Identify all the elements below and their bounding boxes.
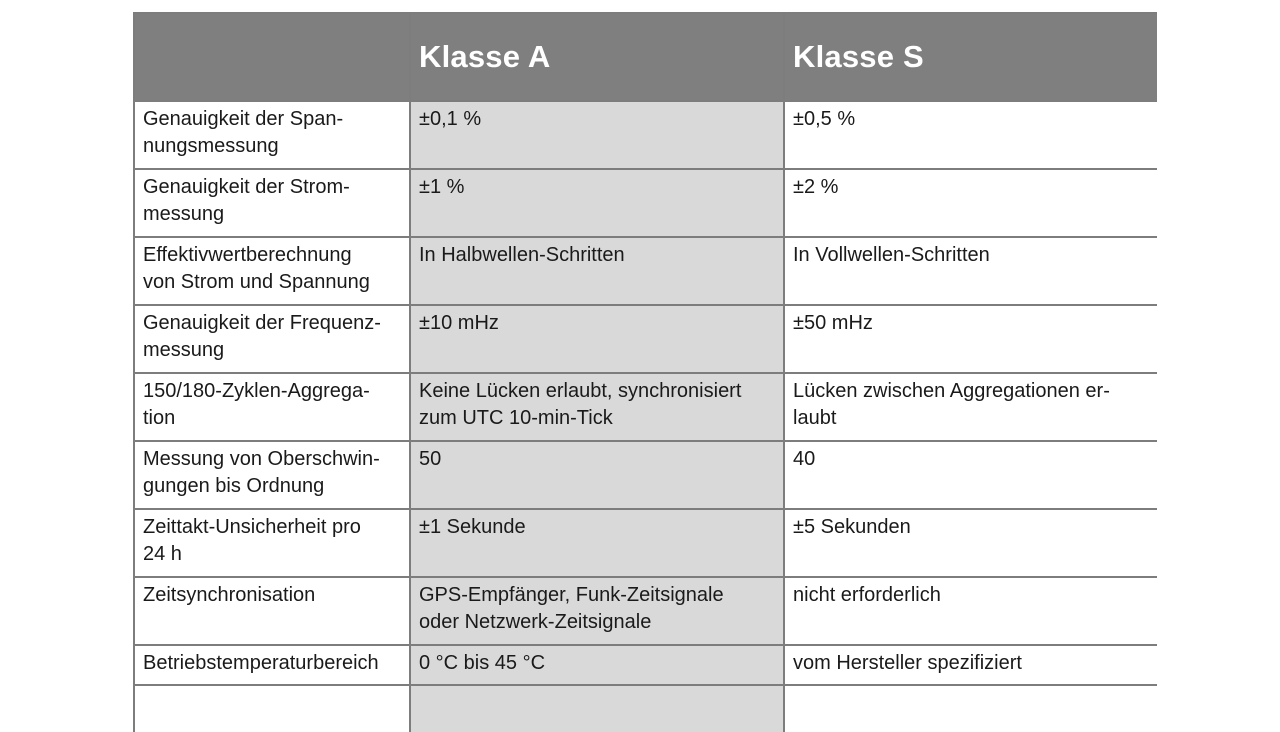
header-class-s: Klasse S <box>784 13 1157 101</box>
class-a-value-cell: ±1 Sekunde <box>410 509 784 577</box>
table-row <box>134 577 1157 645</box>
table-row <box>134 685 1157 732</box>
class-a-value-cell: ±10 mHz <box>410 305 784 373</box>
row-label-cell: Genauigkeit der Span- nungsmessung <box>134 101 410 169</box>
row-label-cell: Effektivwertberechnung von Strom und Spannung <box>134 237 410 305</box>
row-label-cell: Zeitsynchronisation <box>134 577 410 645</box>
class-s-value-cell: ±5 Sekunden <box>784 509 1157 577</box>
class-a-value-cell: In Halbwellen-Schritten <box>410 237 784 305</box>
header-class-a: Klasse A <box>410 13 784 101</box>
row-label-cell: Messung von Oberschwin- gungen bis Ordnung <box>134 441 410 509</box>
row-label-cell: Genauigkeit der Strom- messung <box>134 169 410 237</box>
class-s-value-cell: ±0,5 % <box>784 101 1157 169</box>
row-label-cell: 150/180-Zyklen-Aggrega- tion <box>134 373 410 441</box>
row-label-cell <box>134 685 410 732</box>
class-a-value-cell: Keine Lücken erlaubt, synchronisiert zum UTC 10-min-Tick <box>410 373 784 441</box>
table-row <box>134 509 1157 577</box>
class-a-value-cell: GPS-Empfänger, Funk-Zeitsignale oder Netzwerk-Zeitsignale <box>410 577 784 645</box>
class-s-value-cell <box>784 685 1157 732</box>
header-label-cell <box>134 13 410 101</box>
class-a-value-cell: ±1 % <box>410 169 784 237</box>
comparison-table <box>133 12 1157 732</box>
table-row <box>134 101 1157 169</box>
table-row <box>134 441 1157 509</box>
class-s-value-cell: nicht erforderlich <box>784 577 1157 645</box>
table-row <box>134 373 1157 441</box>
table-row <box>134 305 1157 373</box>
table-body <box>134 101 1157 732</box>
class-a-value-cell: 0 °C bis 45 °C <box>410 645 784 685</box>
class-s-value-cell: 40 <box>784 441 1157 509</box>
class-s-value-cell: ±50 mHz <box>784 305 1157 373</box>
class-s-value-cell: vom Hersteller spezifiziert <box>784 645 1157 685</box>
class-s-value-cell: ±2 % <box>784 169 1157 237</box>
comparison-table-container <box>133 12 1157 732</box>
class-a-value-cell <box>410 685 784 732</box>
table-row <box>134 645 1157 685</box>
class-s-value-cell: In Vollwellen-Schritten <box>784 237 1157 305</box>
class-a-value-cell: 50 <box>410 441 784 509</box>
class-a-value-cell: ±0,1 % <box>410 101 784 169</box>
row-label-cell: Zeittakt-Unsicherheit pro 24 h <box>134 509 410 577</box>
table-row <box>134 169 1157 237</box>
row-label-cell: Betriebstemperaturbereich <box>134 645 410 685</box>
table-row <box>134 237 1157 305</box>
class-s-value-cell: Lücken zwischen Aggregationen er- laubt <box>784 373 1157 441</box>
row-label-cell: Genauigkeit der Frequenz- messung <box>134 305 410 373</box>
table-header-row <box>134 13 1157 101</box>
